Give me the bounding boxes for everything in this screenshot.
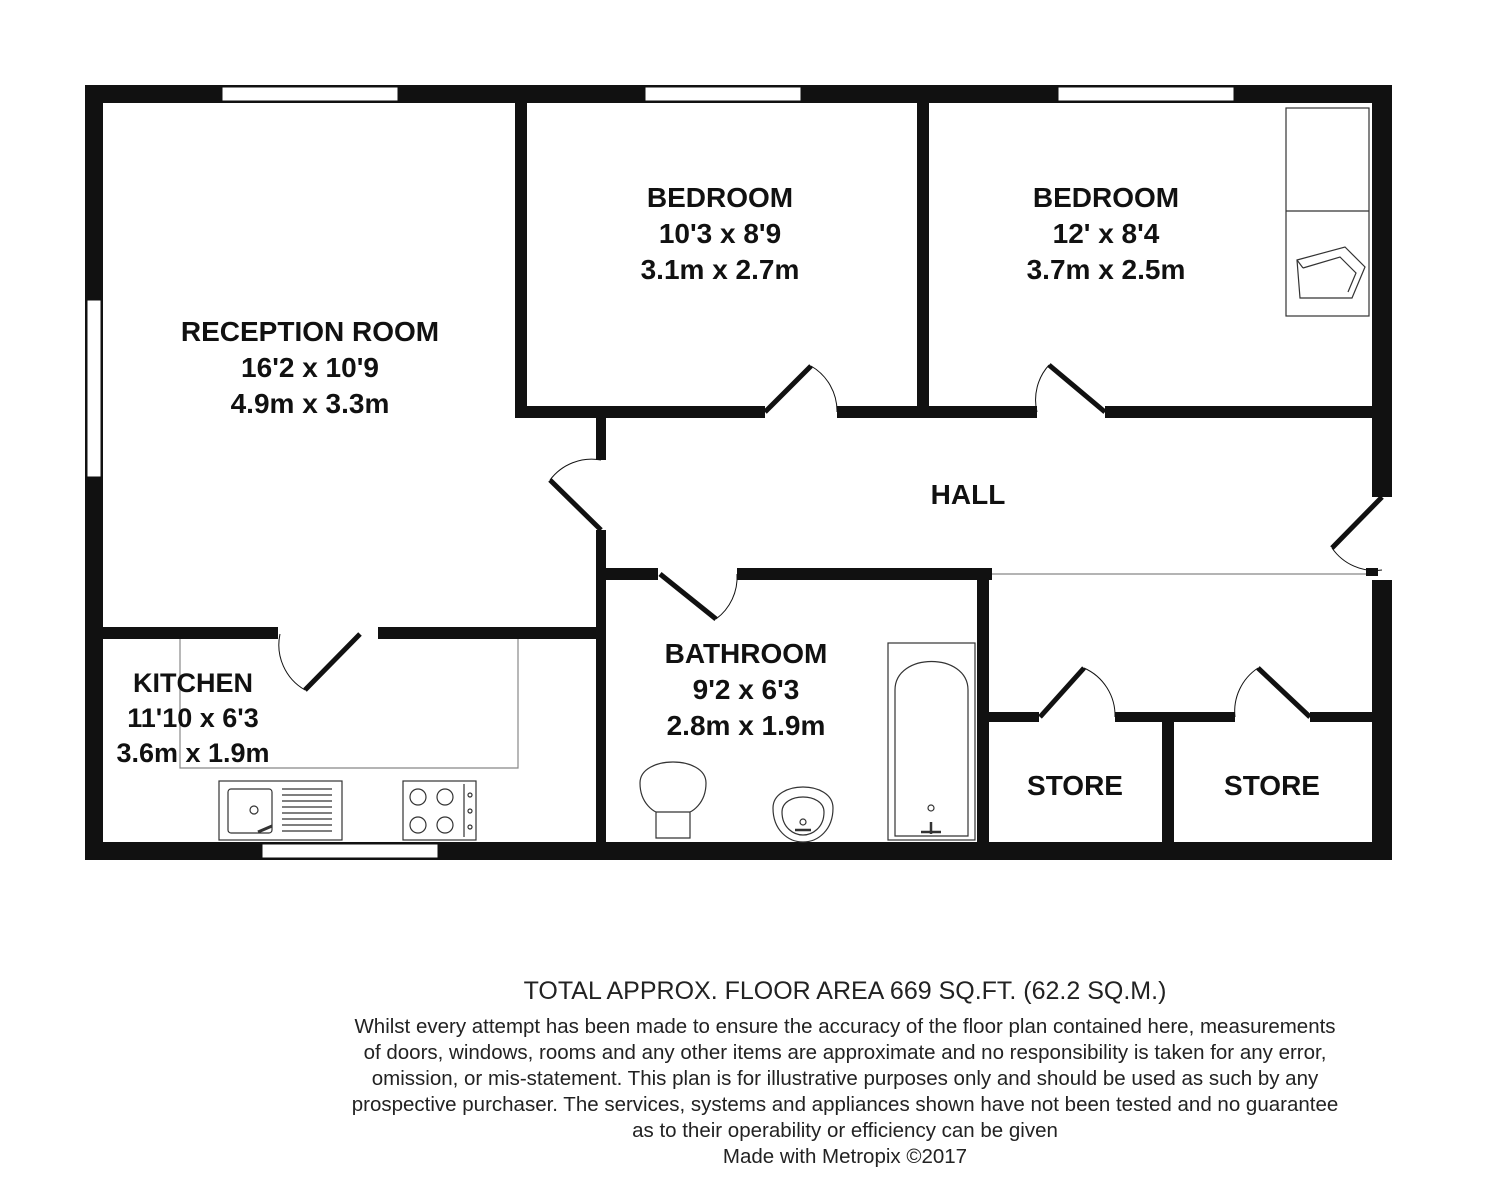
disclaimer-line: prospective purchaser. The services, systems and appliances shown have not been tested and no guarantee bbox=[351, 1093, 1339, 1116]
disclaimer-line: omission, or mis-statement. This plan is for illustrative purposes only and should be used as such by any bbox=[371, 1067, 1319, 1090]
disclaimer-line: of doors, windows, rooms and any other items are approximate and no responsibility is taken for any error, bbox=[363, 1041, 1327, 1064]
bathroom-metric: 2.8m x 1.9m bbox=[666, 710, 826, 741]
hall-name: HALL bbox=[930, 479, 1006, 510]
kitchen-metric: 3.6m x 1.9m bbox=[116, 738, 270, 768]
store-2-name: STORE bbox=[1224, 770, 1320, 801]
reception-room-name: RECEPTION ROOM bbox=[180, 316, 440, 347]
disclaimer-line: Whilst every attempt has been made to ensure the accuracy of the floor plan contained here, measurements bbox=[354, 1015, 1336, 1038]
bathroom-imperial: 9'2 x 6'3 bbox=[692, 674, 800, 705]
bedroom-2-imperial: 12' x 8'4 bbox=[1052, 218, 1160, 249]
bathroom-name: BATHROOM bbox=[664, 638, 828, 669]
bedroom-1-name: BEDROOM bbox=[646, 182, 794, 213]
wardrobe-icon bbox=[1286, 108, 1369, 316]
room-labels bbox=[116, 182, 1320, 801]
reception-room-imperial: 16'2 x 10'9 bbox=[241, 352, 379, 383]
kitchen-name: KITCHEN bbox=[133, 668, 253, 698]
sink-icon bbox=[219, 781, 342, 840]
kitchen-imperial: 11'10 x 6'3 bbox=[127, 703, 259, 733]
hob-icon bbox=[403, 781, 476, 840]
total-floor-area: TOTAL APPROX. FLOOR AREA 669 SQ.FT. (62.2 SQ.M.) bbox=[523, 977, 1167, 1005]
basin-icon bbox=[773, 787, 833, 842]
store-1-name: STORE bbox=[1027, 770, 1123, 801]
toilet-icon bbox=[640, 762, 706, 838]
bedroom-2-name: BEDROOM bbox=[1032, 182, 1180, 213]
bath-icon bbox=[888, 643, 975, 840]
credit: Made with Metropix ©2017 bbox=[722, 1145, 968, 1168]
disclaimer-line: as to their operability or efficiency can be given bbox=[632, 1119, 1058, 1142]
bedroom-1-imperial: 10'3 x 8'9 bbox=[658, 218, 782, 249]
disclaimer bbox=[280, 1014, 1410, 1170]
bedroom-2-metric: 3.7m x 2.5m bbox=[1026, 254, 1186, 285]
reception-room-metric: 4.9m x 3.3m bbox=[230, 388, 390, 419]
bedroom-1-metric: 3.1m x 2.7m bbox=[640, 254, 800, 285]
